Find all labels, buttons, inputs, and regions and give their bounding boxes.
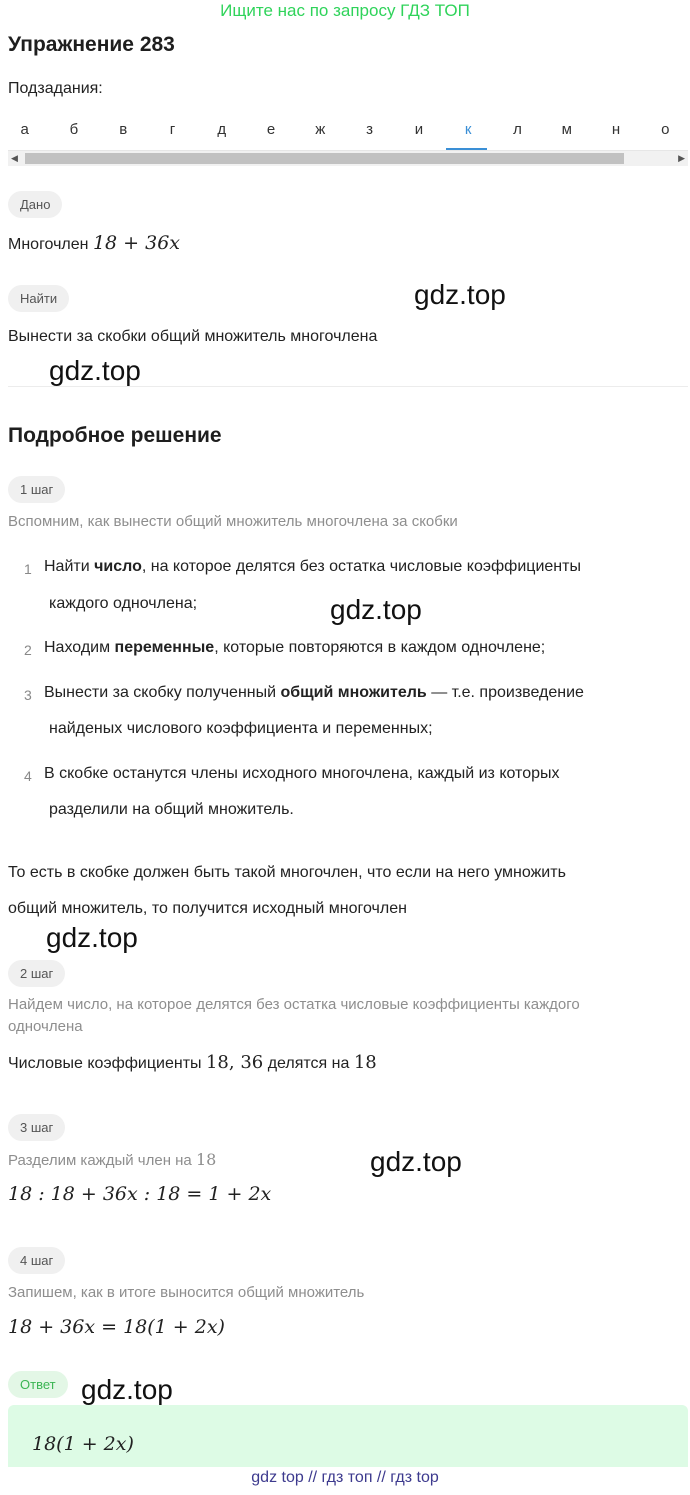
step4-badge: [8, 1247, 65, 1274]
watermark: gdz.top: [330, 594, 422, 625]
step4-caption: Запишем, как в итоге выносится общий множитель: [8, 1284, 365, 1301]
given-badge: [8, 191, 62, 218]
step2-pill: 2 шаг: [8, 960, 65, 987]
answer-box: [8, 1405, 688, 1467]
step2-caption-line2: одночлена: [8, 1018, 83, 1035]
subtask-tab-а[interactable]: а: [20, 121, 29, 138]
subtask-scrollbar[interactable]: [8, 150, 688, 166]
watermark: gdz.top: [49, 355, 141, 386]
find-badge: [8, 285, 69, 312]
subtask-tab-и[interactable]: и: [414, 121, 424, 138]
watermark: gdz.top: [414, 279, 506, 310]
subtask-tab-л[interactable]: л: [513, 121, 522, 138]
given-expr: 18 + 36x: [92, 232, 181, 254]
list-item: Находим переменные, которые повторяются в каждом одночлене;: [44, 639, 546, 656]
step4-pill: 4 шаг: [8, 1247, 65, 1274]
scroll-right-icon[interactable]: ▶: [678, 153, 685, 163]
divider: [8, 386, 688, 387]
solution-title: Подробное решение: [8, 424, 222, 447]
watermark: gdz.top: [46, 922, 138, 953]
answer-badge: [8, 1371, 68, 1398]
step2-result: Числовые коэффициенты 18, 36 делятся на 18: [8, 1052, 377, 1073]
step1-note-line2: общий множитель, то получится исходный многочлен: [8, 900, 407, 917]
list-item-number: 2: [24, 642, 32, 658]
watermark: gdz.top: [370, 1146, 462, 1177]
watermark: gdz.top: [81, 1374, 173, 1405]
subtask-tab-е[interactable]: е: [266, 121, 276, 138]
subtask-tab-з[interactable]: з: [366, 121, 374, 138]
list-item: Вынести за скобку полученный общий множитель — т.е. произведение: [44, 684, 584, 701]
list-item-number: 1: [24, 561, 32, 577]
find-text: Вынести за скобки общий множитель многочлена: [8, 328, 378, 345]
given-pill: Дано: [8, 191, 62, 218]
list-item: В скобке останутся члены исходного многочлена, каждый из которых: [44, 765, 560, 782]
step1-pill: 1 шаг: [8, 476, 65, 503]
list-item-continuation: каждого одночлена;: [49, 595, 198, 612]
subtask-tab-б[interactable]: б: [69, 121, 79, 138]
subtask-tabs: [0, 114, 690, 150]
subtask-tab-в[interactable]: в: [119, 121, 128, 138]
step2-caption-line1: Найдем число, на которое делятся без остатка числовые коэффициенты каждого: [8, 996, 580, 1013]
list-item-number: 3: [24, 687, 32, 703]
find-pill: Найти: [8, 285, 69, 312]
list-item-number: 4: [24, 768, 32, 784]
step1-note-line1: То есть в скобке должен быть такой многочлен, что если на него умножить: [8, 864, 566, 881]
subtask-tab-ж[interactable]: ж: [315, 121, 326, 138]
subtask-tab-к[interactable]: к: [444, 114, 493, 150]
step3-caption: Разделим каждый член на 18: [8, 1150, 217, 1169]
scroll-left-icon[interactable]: ◀: [11, 153, 18, 163]
subtask-tab-о[interactable]: о: [661, 121, 670, 138]
subtask-tab-н[interactable]: н: [611, 121, 621, 138]
step1-caption: Вспомним, как вынести общий множитель многочлена за скобки: [8, 513, 458, 530]
given-line: [8, 232, 180, 254]
scroll-thumb[interactable]: [25, 153, 624, 164]
search-banner: Ищите нас по запросу ГДЗ ТОП: [220, 1, 470, 20]
answer-pill: Ответ: [8, 1371, 68, 1398]
step2-badge: [8, 960, 65, 987]
given-text: Многочлен: [8, 236, 89, 253]
list-item-continuation: разделили на общий множитель.: [49, 801, 294, 818]
subtasks-label: Подзадания:: [8, 80, 103, 97]
answer-expr: 18(1 + 2x): [32, 1433, 134, 1455]
step3-expr: 18 : 18 + 36x : 18 = 1 + 2x: [8, 1183, 272, 1205]
subtask-tab-г[interactable]: г: [169, 121, 176, 138]
list-item-continuation: найденых числового коэффициента и переменных;: [49, 720, 433, 737]
step3-badge: [8, 1114, 65, 1141]
subtask-tab-д[interactable]: д: [217, 121, 227, 138]
page-title: Упражнение 283: [8, 33, 175, 56]
step3-pill: 3 шаг: [8, 1114, 65, 1141]
step4-expr: 18 + 36x = 18(1 + 2x): [8, 1316, 225, 1338]
subtask-tab-м[interactable]: м: [561, 121, 572, 138]
footer-links[interactable]: gdz top // гдз топ // гдз top: [251, 1469, 439, 1486]
list-item: Найти число, на которое делятся без остатка числовые коэффициенты: [44, 558, 581, 575]
step1-badge: [8, 476, 65, 503]
